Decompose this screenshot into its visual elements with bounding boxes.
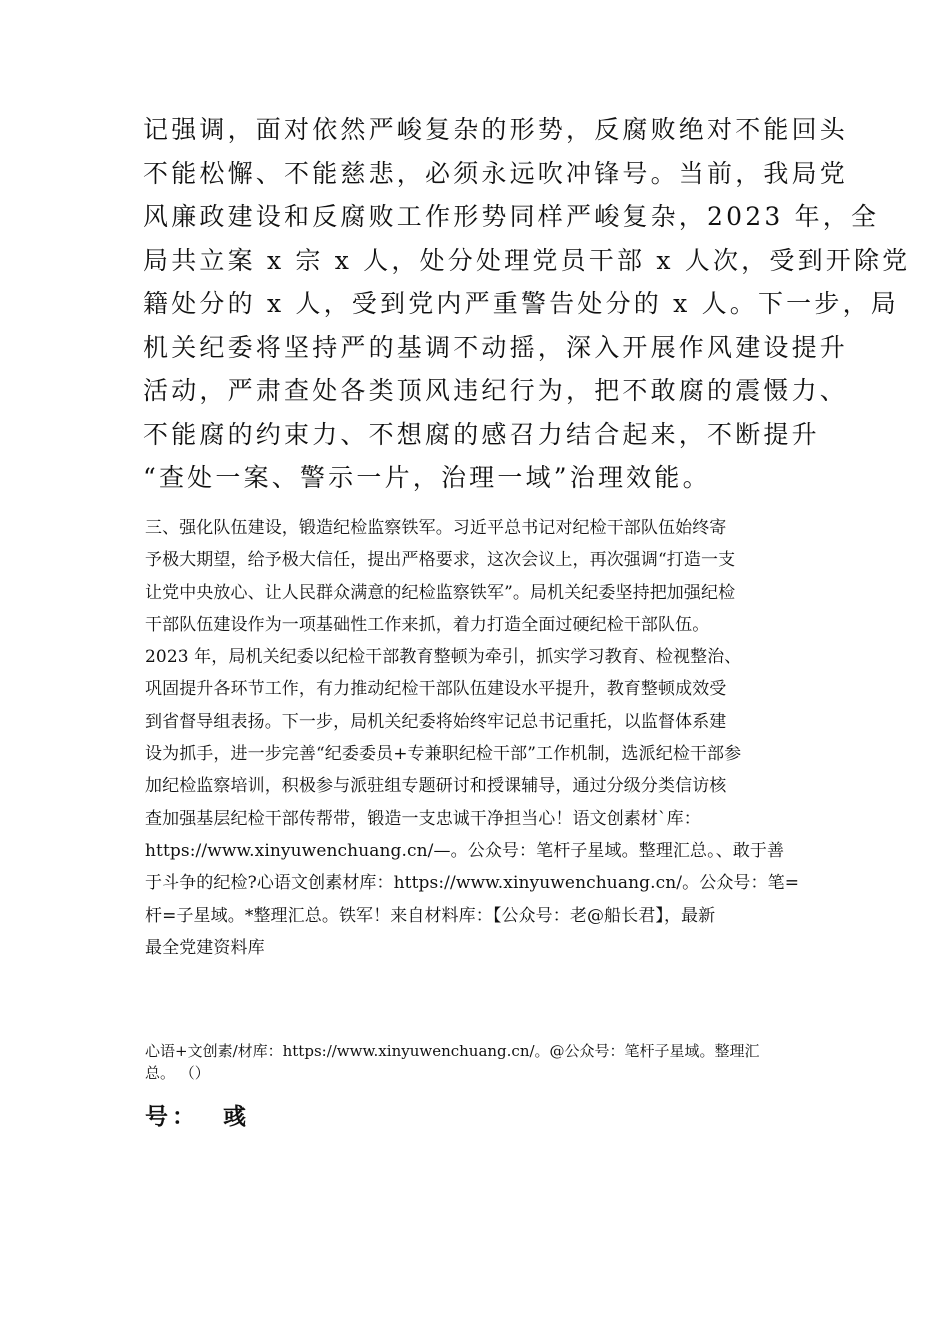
text-line: 到省督导组表扬。下一步，局机关纪委将始终牢记总书记重托，以监督体系建: [145, 711, 727, 732]
text-line: 查加强基层纪检干部传帮带，锻造一支忠诚干净担当心！语文创素材`库：: [145, 808, 701, 829]
bold-heading-fragment: 号： 彧: [145, 1103, 251, 1130]
text-line: “查处一案、警示一片，治理一域”治理效能。: [143, 463, 711, 492]
text-line: 让党中央放心、让人民群众满意的纪检监察铁军”。局机关纪委坚持把加强纪检: [145, 582, 736, 603]
text-line: 风廉政建设和反腐败工作形势同样严峻复杂，2023 年，全: [143, 202, 880, 231]
footer-note-paragraph: [145, 1040, 825, 1084]
text-line: 活动，严肃查处各类顶风违纪行为，把不敢腐的震慑力、: [143, 376, 849, 405]
text-line: 2023 年，局机关纪委以纪检干部教育整顿为牵引，抓实学习教育、检视整治、: [145, 647, 742, 668]
text-line: 局共立案 x 宗 x 人，处分处理党员干部 x 人次，受到开除党: [143, 245, 911, 275]
text-line: 设为抓手，进一步完善“纪委委员+专兼职纪检干部”工作机制，选派纪检干部参: [145, 744, 742, 765]
text-line: 不能松懈、不能慈悲，必须永远吹冲锋号。当前，我局党: [143, 158, 849, 188]
text-line: 机关纪委将坚持严的基调不动摇，深入开展作风建设提升: [143, 332, 849, 362]
text-line: 记强调，面对依然严峻复杂的形势，反腐败绝对不能回头: [143, 115, 849, 144]
text-line: 巩固提升各环节工作，有力推动纪检干部队伍建设水平提升，教育整顿成效受: [145, 679, 727, 700]
text-line: 杆=子星域。*整理汇总。铁军！来自材料库：【公众号：老@船长君】，最新: [145, 905, 716, 926]
text-line: 总。 （）: [145, 1064, 210, 1082]
text-line: 干部队伍建设作为一项基础性工作来抓，着力打造全面过硬纪检干部队伍。: [145, 614, 710, 635]
text-line: 加纪检监察培训，积极参与派驻组专题研讨和授课辅导，通过分级分类信访核: [145, 776, 727, 797]
text-line: 于斗争的纪检?心语文创素材库：https://www.xinyuwenchuang.cn/。公众号：笔=: [145, 873, 800, 894]
text-line: 三、强化队伍建设，锻造纪检监察铁军。习近平总书记对纪检干部队伍始终寄: [145, 518, 727, 538]
text-line: https://www.xinyuwenchuang.cn/—。公众号：笔杆子星域。整理汇总。、敢于善: [145, 840, 785, 861]
text-line: 予极大期望，给予极大信任，提出严格要求，这次会议上，再次强调“打造一支: [145, 550, 736, 571]
body-paragraph-large: [143, 108, 911, 500]
text-line: 最全党建资料库: [145, 937, 265, 958]
text-line: 籍处分的 x 人，受到党内严重警告处分的 x 人。下一步，局: [143, 289, 899, 318]
text-line: 不能腐的约束力、不想腐的感召力结合起来，不断提升: [143, 419, 820, 449]
text-line: 心语+文创素/材库：https://www.xinyuwenchuang.cn/。@公众号：笔杆子星域。整理汇: [145, 1042, 760, 1060]
body-paragraph-section-three: [145, 512, 825, 964]
